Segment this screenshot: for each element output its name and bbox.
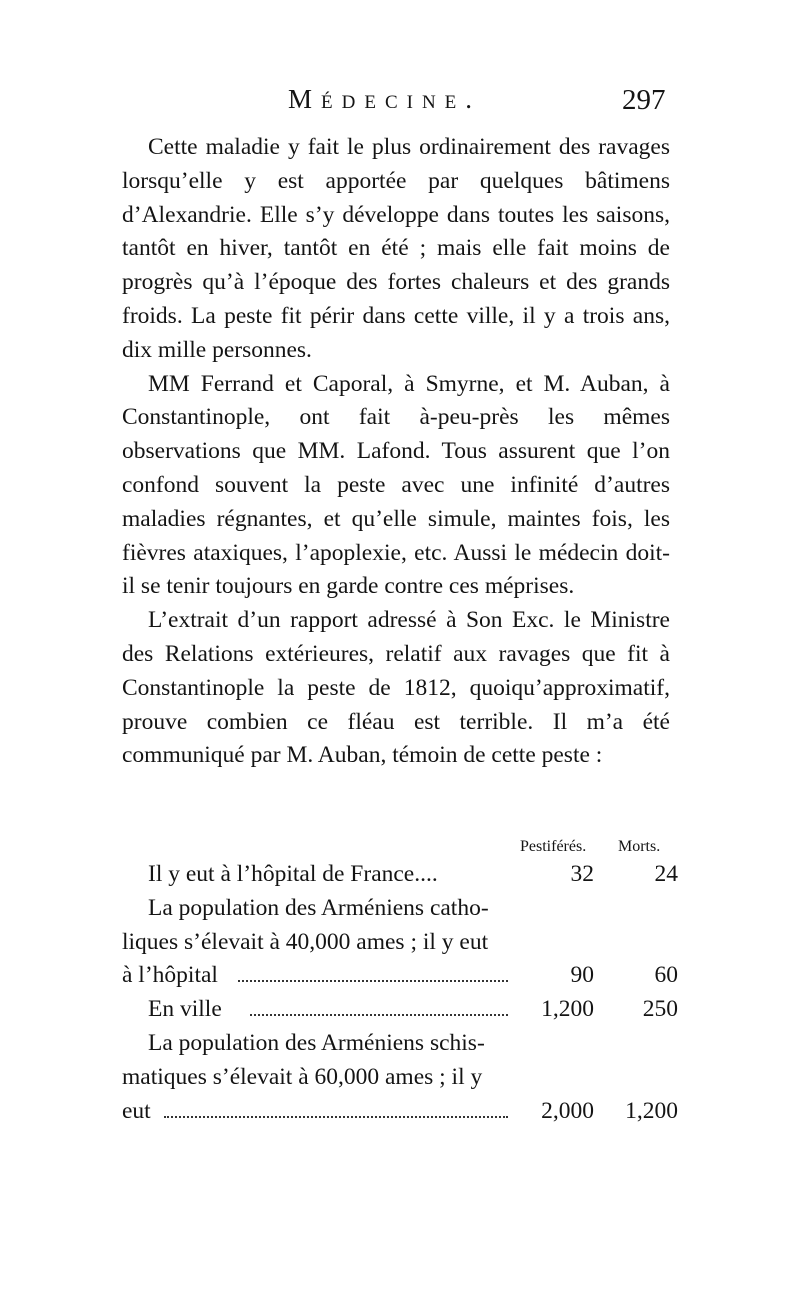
table-row xyxy=(122,892,678,926)
value-pestiferes: 90 xyxy=(570,962,594,989)
running-head: Médecine. xyxy=(288,84,482,114)
dot-leader xyxy=(164,1116,508,1118)
row-label: matiques s’élevait à 60,000 ames ; il y xyxy=(122,1063,483,1090)
row-label: liques s’élevait à 40,000 ames ; il y eut xyxy=(122,928,489,955)
dot-leader xyxy=(250,1014,508,1016)
dot-leader xyxy=(238,980,508,982)
value-morts: 24 xyxy=(654,861,678,887)
page-header xyxy=(0,84,800,124)
row-label: eut xyxy=(122,1097,151,1124)
value-pestiferes: 1,200 xyxy=(541,996,594,1023)
paragraph: MM Ferrand et Caporal, à Smyrne, et M. Auban, à Constantinople, ont fait à-peu-près les mêmes observations que MM. Lafond. Tous assurent que l’on confond souvent la peste avec une infinité d’autres maladies régnantes, et qu’elle simule, maintes fois, les fièvres ataxiques, l’apoplexie, etc. Aussi le médecin doit-il se tenir toujours en garde contre ces méprises. xyxy=(122,370,670,600)
row-label: En ville xyxy=(148,996,222,1023)
table-row xyxy=(122,926,678,960)
table-row xyxy=(122,858,678,892)
page-number: 297 xyxy=(622,84,666,116)
table-header xyxy=(122,828,678,858)
table-row xyxy=(122,1027,678,1061)
row-label: à l’hôpital xyxy=(122,962,218,989)
column-header-pestiferes: Pestiférés. xyxy=(520,838,587,855)
table-row xyxy=(122,959,678,993)
row-label: Il y eut à l’hôpital de France.... xyxy=(148,861,438,887)
paragraph: L’extrait d’un rapport adressé à Son Exc. le Ministre des Relations extérieures, relatif aux ravages que fit à Constantinople la peste de 1812, quoiqu’approximatif, prouve combien ce fléau est terrible. Il m’a été communiqué par M. Auban, témoin de cette peste : xyxy=(122,607,670,769)
row-label: La population des Arméniens schis- xyxy=(148,1029,485,1056)
value-morts: 1,200 xyxy=(625,1097,678,1124)
table-row xyxy=(122,1061,678,1095)
paragraph: Cette maladie y fait le plus ordinairement des ravages lorsqu’elle y est apportée par quelques bâtimens d’Alexandrie. Elle s’y développe dans toutes les saisons, tantôt en hiver, tantôt en été ; mais elle fait moins de progrès qu’à l’époque des fortes chaleurs et des grands froids. La peste fit périr dans cette ville, il y a trois ans, dix mille personnes. xyxy=(122,134,670,363)
table-row xyxy=(122,1095,678,1129)
plague-statistics-table xyxy=(122,828,678,1128)
column-header-morts: Morts. xyxy=(618,838,661,855)
value-pestiferes: 2,000 xyxy=(541,1097,594,1124)
value-morts: 60 xyxy=(654,962,678,989)
value-pestiferes: 32 xyxy=(570,861,594,887)
table-row xyxy=(122,993,678,1027)
value-morts: 250 xyxy=(642,996,678,1023)
row-label: La population des Arméniens catho- xyxy=(148,894,489,921)
body-text xyxy=(122,131,670,773)
